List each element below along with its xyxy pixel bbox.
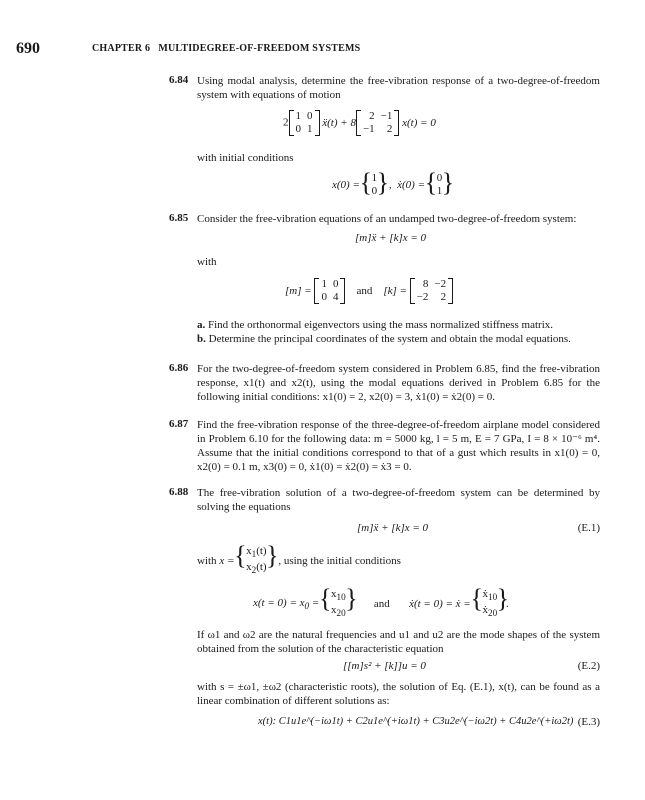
problem-685-item-a: a. Find the orthonormal eigenvectors using the mass normalized stiffness matrix. (197, 319, 554, 331)
equation-number-e2: (E.2) (577, 660, 600, 672)
problem-number-686: 6.86 (169, 362, 189, 374)
initial-conditions-label: with initial conditions (197, 152, 294, 164)
problem-686-text: For the two-degree-of-freedom system considered in Problem 6.85, find the free-vibration response, x1(t) and x2(t), using the modal equations derived in Problem 6.85 for the following initial conditions: x1(0) = 2, x2(0) = 3, ẋ1(0) = ẋ2(0) = 0. (197, 363, 600, 403)
problem-684-text: Using modal analysis, determine the free-vibration response of a two-degree-of-freedom system with equations of motion (197, 75, 600, 101)
problem-688-text: The free-vibration solution of a two-degree-of-freedom system can be determined by solving the equations (197, 487, 600, 513)
page-header (16, 40, 616, 60)
problem-685-equation: [m]ẍ + [k]x = 0 (355, 232, 427, 244)
equation-number-e3: (E.3) (577, 716, 600, 728)
page-number: 690 (16, 40, 40, 57)
with-label: with (197, 256, 217, 268)
problem-688-equation-e1: [m]ẍ + [k]x = 0 (357, 522, 429, 534)
problem-685-matrices: [m] = 1 0 0 4 and [k] = 8 −2 −2 2 (285, 278, 453, 304)
problem-688-text-3: with s = ±ω1, ±ω2 (characteristic roots), the solution of Eq. (E.1), x(t), can be found as a linear combination of different solutions as: (197, 681, 600, 707)
problem-number-688: 6.88 (169, 486, 189, 498)
problem-number-687: 6.87 (169, 418, 189, 430)
problem-685-item-b: b. Determine the principal coordinates of the system and obtain the modal equations. (197, 333, 571, 345)
problem-688-text-2: If ω1 and ω2 are the natural frequencies and u1 and u2 are the mode shapes of the system obtained from the solution of the characteristic equation (197, 629, 600, 655)
problem-684-equation: 2 1 0 0 1 ẍ(t) + 8 2 −1 −1 2 x(t) = 0 (283, 110, 436, 135)
equation-number-e1: (E.1) (577, 522, 600, 534)
problem-688-initial-conditions: $x(t = 0) = x_0$ = { $x_{10}$ $x_{20}$ } and ẋ(t = 0) = ẋ = { ẋ$_{10}$ ẋ$_{20}$ }. (253, 588, 509, 620)
problem-688-with-x: with x = { $x_1(t)$ $x_2(t)$ } , using the initial conditions (197, 545, 401, 577)
problem-688-equation-e2: [[m]s² + [k]]u = 0 (343, 660, 426, 672)
chapter-label: CHAPTER 6 MULTIDEGREE-OF-FREEDOM SYSTEMS (92, 43, 361, 54)
problem-687-text: Find the free-vibration response of the three-degree-of-freedom airplane model considered in Problem 6.10 for the following data: m = 5000 kg, l = 5 m, E = 7 GPa, I = 8 × 10⁻⁶ m⁴. Assume that the initial conditions correspond to that of a gust which results in x1(0) = 0, x2(0) = 0.1 m, x3(0) = 0, ẋ1(0) = ẋ2(0) = ẋ3 = 0. (197, 419, 600, 473)
problem-685-text: Consider the free-vibration equations of an undamped two-degree-of-freedom system: (197, 213, 577, 225)
problem-number-684: 6.84 (169, 74, 189, 86)
problem-684-initial-conditions: x(0) = { 1 0 } , ẋ(0) = { 0 1 } (332, 172, 451, 198)
problem-number-685: 6.85 (169, 212, 189, 224)
problem-688-equation-e3: x(t): C1u1e^(−iω1t) + C2u1e^(+iω1t) + C3u2e^(−iω2t) + C4u2e^(+iω2t) (258, 716, 574, 727)
